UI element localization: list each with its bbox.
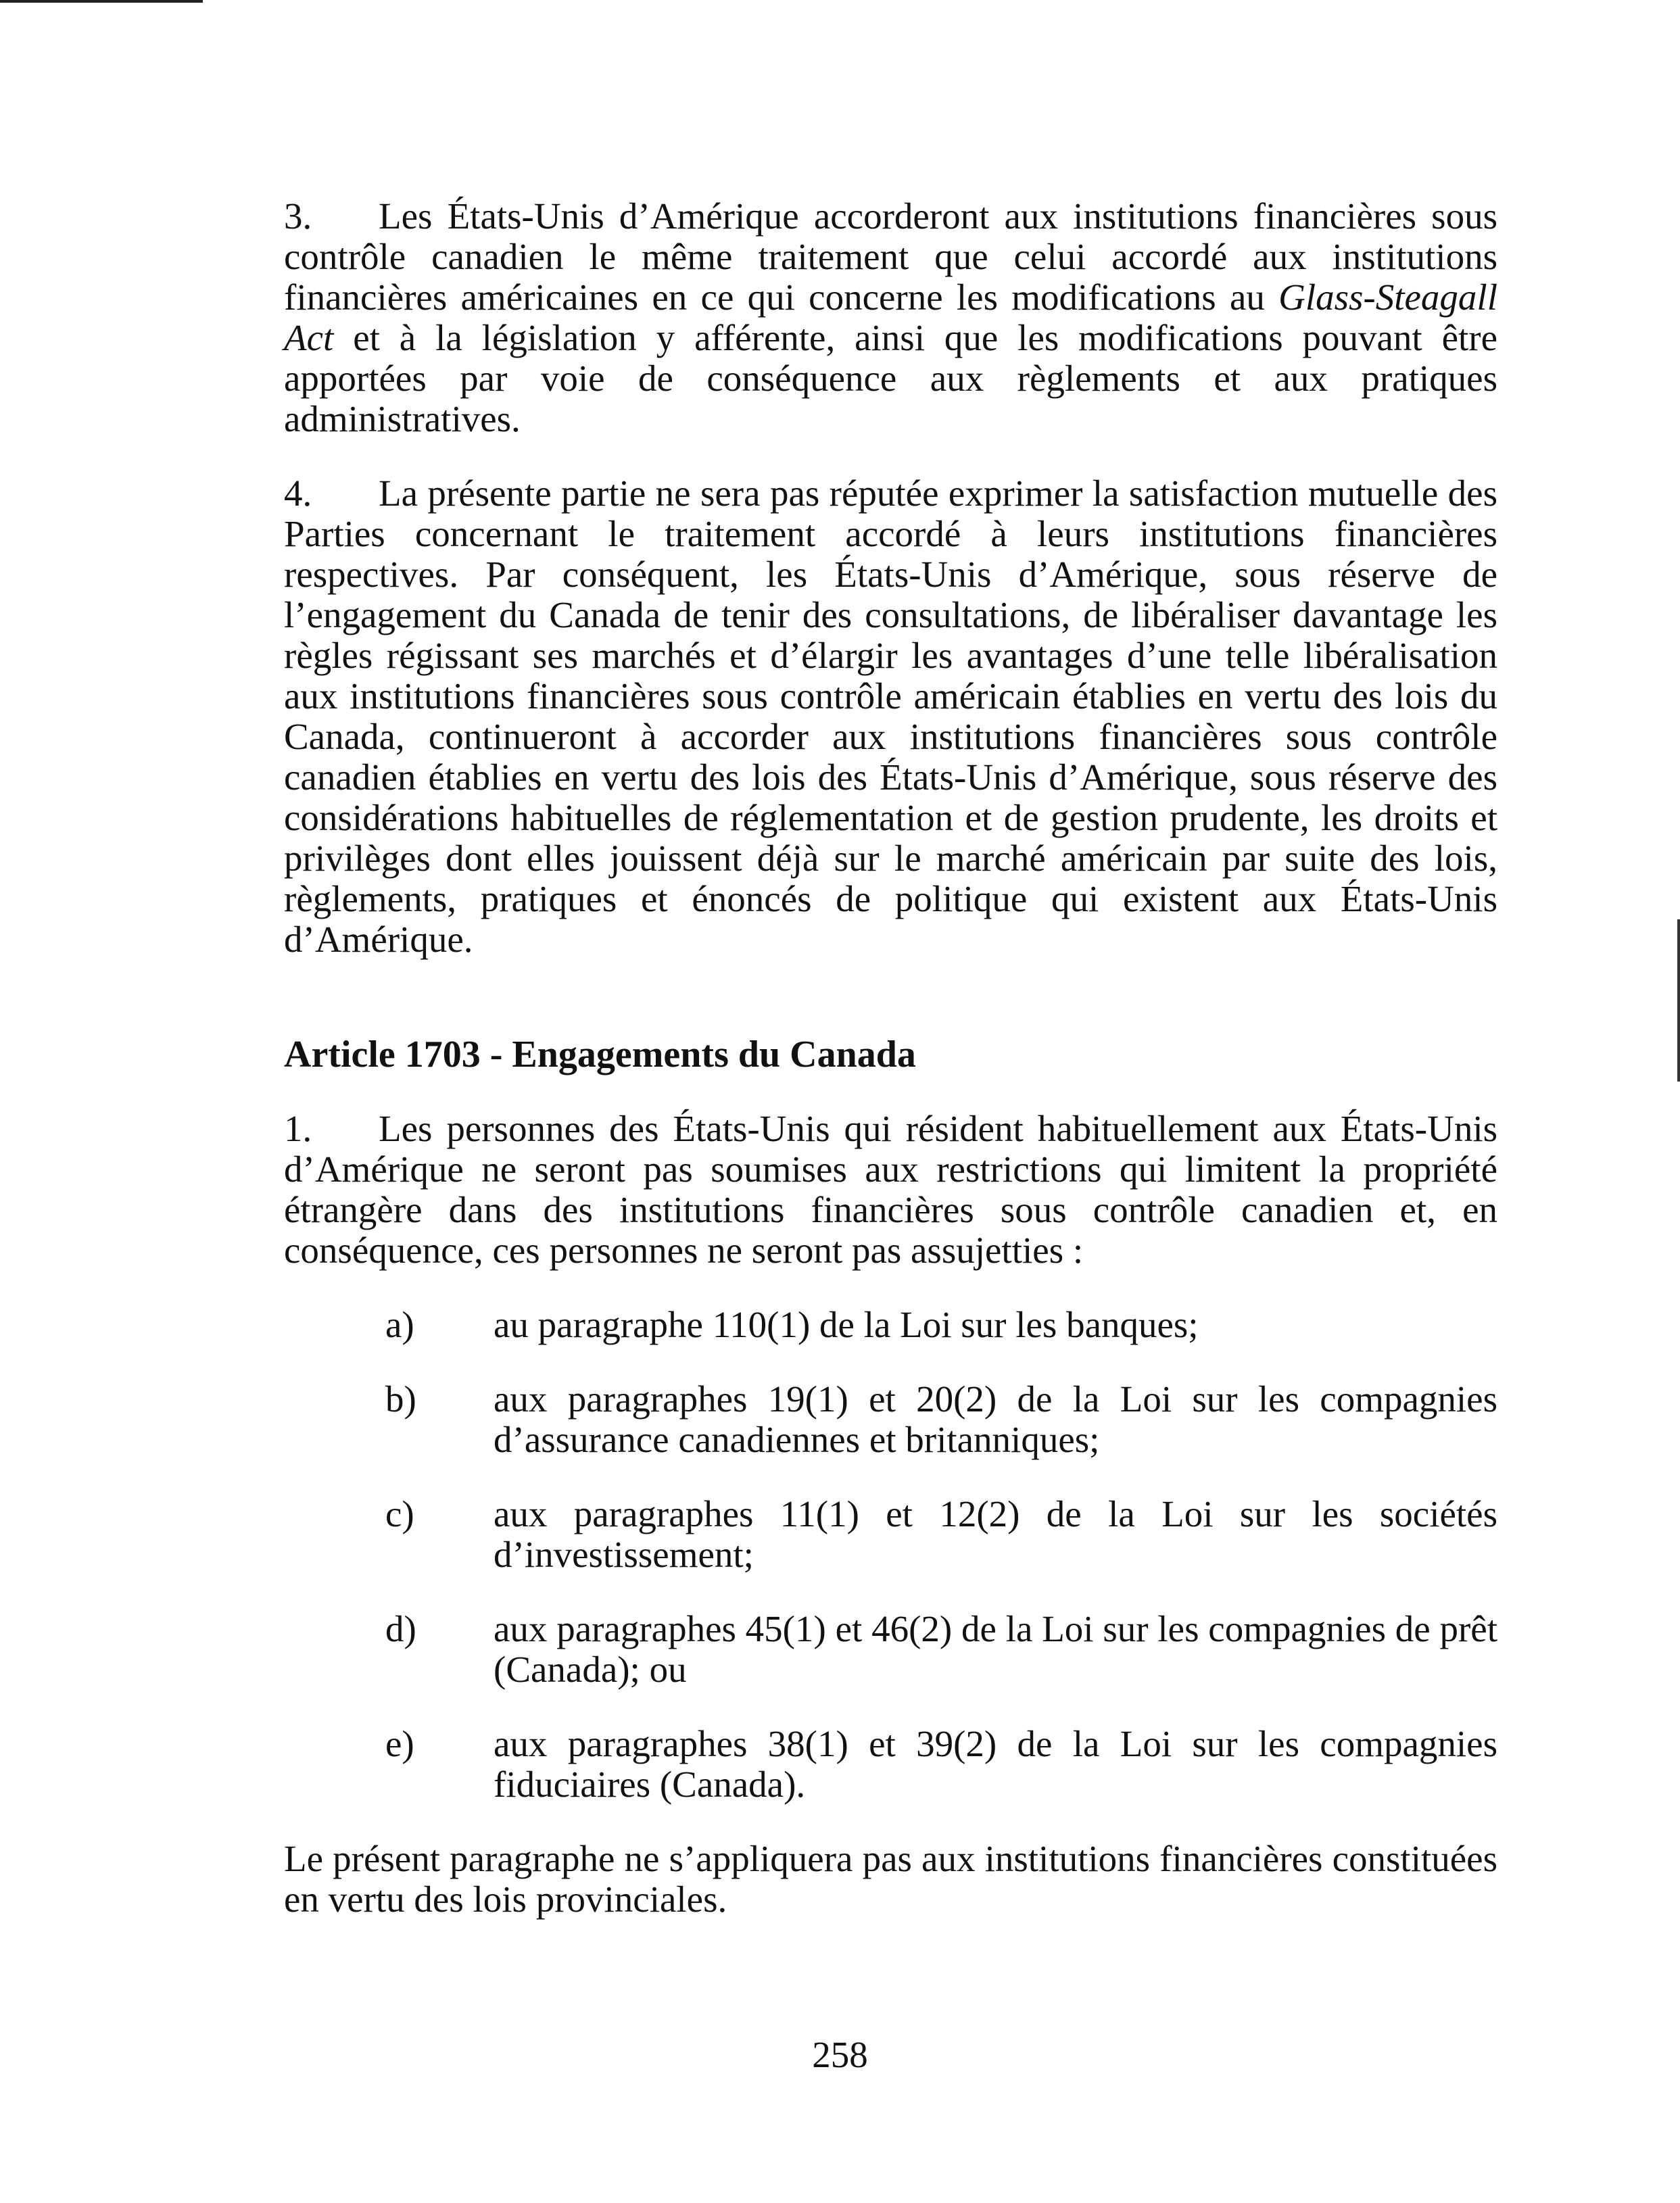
list-item-text: aux paragraphes 19(1) et 20(2) de la Loi sur les compagnies d’assurance canadiennes et britanniques;	[494, 1378, 1497, 1460]
list-item-text: aux paragraphes 38(1) et 39(2) de la Loi sur les compagnies fiduciaires (Canada).	[494, 1723, 1497, 1805]
paragraph-number: 3.	[284, 195, 312, 237]
list-item-letter: e)	[385, 1723, 414, 1764]
list-item-letter: a)	[385, 1304, 414, 1345]
list-item	[284, 1379, 1497, 1460]
closing-paragraph: Le présent paragraphe ne s’appliquera pas aux institutions financières constituées en vertu des lois provinciales.	[284, 1838, 1497, 1920]
paragraph-4	[284, 473, 1497, 960]
list-item-text: aux paragraphes 45(1) et 46(2) de la Loi sur les compagnies de prêt (Canada); ou	[494, 1608, 1497, 1690]
list-item	[284, 1609, 1497, 1690]
list-item-letter: d)	[385, 1608, 416, 1649]
paragraph-text: La présente partie ne sera pas réputée exprimer la satisfaction mutuelle des Parties concernant le traitement accordé à leurs institutions financières respectives. Par conséquent, les États-Unis d’Amérique, sous réserve de l’engagement du Canada de tenir des consultations, de libéraliser davantage les règles régissant ses marchés et d’élargir les avantages d’une telle libéralisation aux institutions financières sous contrôle américain établies en vertu des lois du Canada, continueront à accorder aux institutions financières sous contrôle canadien établies en vertu des lois des États-Unis d’Amérique, sous réserve des considérations habituelles de réglementation et de gestion prudente, les droits et privilèges dont elles jouissent déjà sur le marché américain par suite des lois, règlements, pratiques et énoncés de politique qui existent aux États-Unis d’Amérique.	[284, 473, 1497, 960]
document-body	[284, 196, 1497, 1954]
paragraph-number: 1.	[284, 1108, 312, 1149]
list-item-text: au paragraphe 110(1) de la Loi sur les banques;	[494, 1304, 1199, 1345]
paragraph-text: Les États-Unis d’Amérique accorderont aux institutions financières sous contrôle canadien le même traitement que celui accordé aux institutions financières américaines en ce qui concerne les modifications au	[284, 195, 1497, 318]
enumerated-list	[284, 1305, 1497, 1805]
paragraph-3	[284, 196, 1497, 439]
list-item	[284, 1494, 1497, 1575]
paragraph-number: 4.	[284, 473, 312, 514]
paragraph-1	[284, 1109, 1497, 1271]
list-item-text: aux paragraphes 11(1) et 12(2) de la Loi sur les sociétés d’investissement;	[494, 1493, 1497, 1575]
scan-edge-mark-right	[1677, 919, 1680, 1082]
paragraph-text: Les personnes des États-Unis qui résident habituellement aux États-Unis d’Amérique ne seront pas soumises aux restrictions qui limitent la propriété étrangère dans des institutions financières sous contrôle canadien et, en conséquence, ces personnes ne seront pas assujetties :	[284, 1108, 1497, 1271]
paragraph-text-continued: et à la législation y afférente, ainsi que les modifications pouvant être apportées par voie de conséquence aux règlements et aux pratiques administratives.	[284, 317, 1497, 439]
list-item	[284, 1724, 1497, 1805]
list-item-letter: c)	[385, 1493, 414, 1534]
scan-edge-mark-top	[0, 0, 203, 3]
article-heading: Article 1703 - Engagements du Canada	[284, 1034, 916, 1075]
act-title: Glass-Steagall Act	[284, 276, 1497, 358]
list-item-letter: b)	[385, 1378, 416, 1420]
list-item	[284, 1305, 1497, 1345]
page-number: 258	[812, 2034, 868, 2075]
